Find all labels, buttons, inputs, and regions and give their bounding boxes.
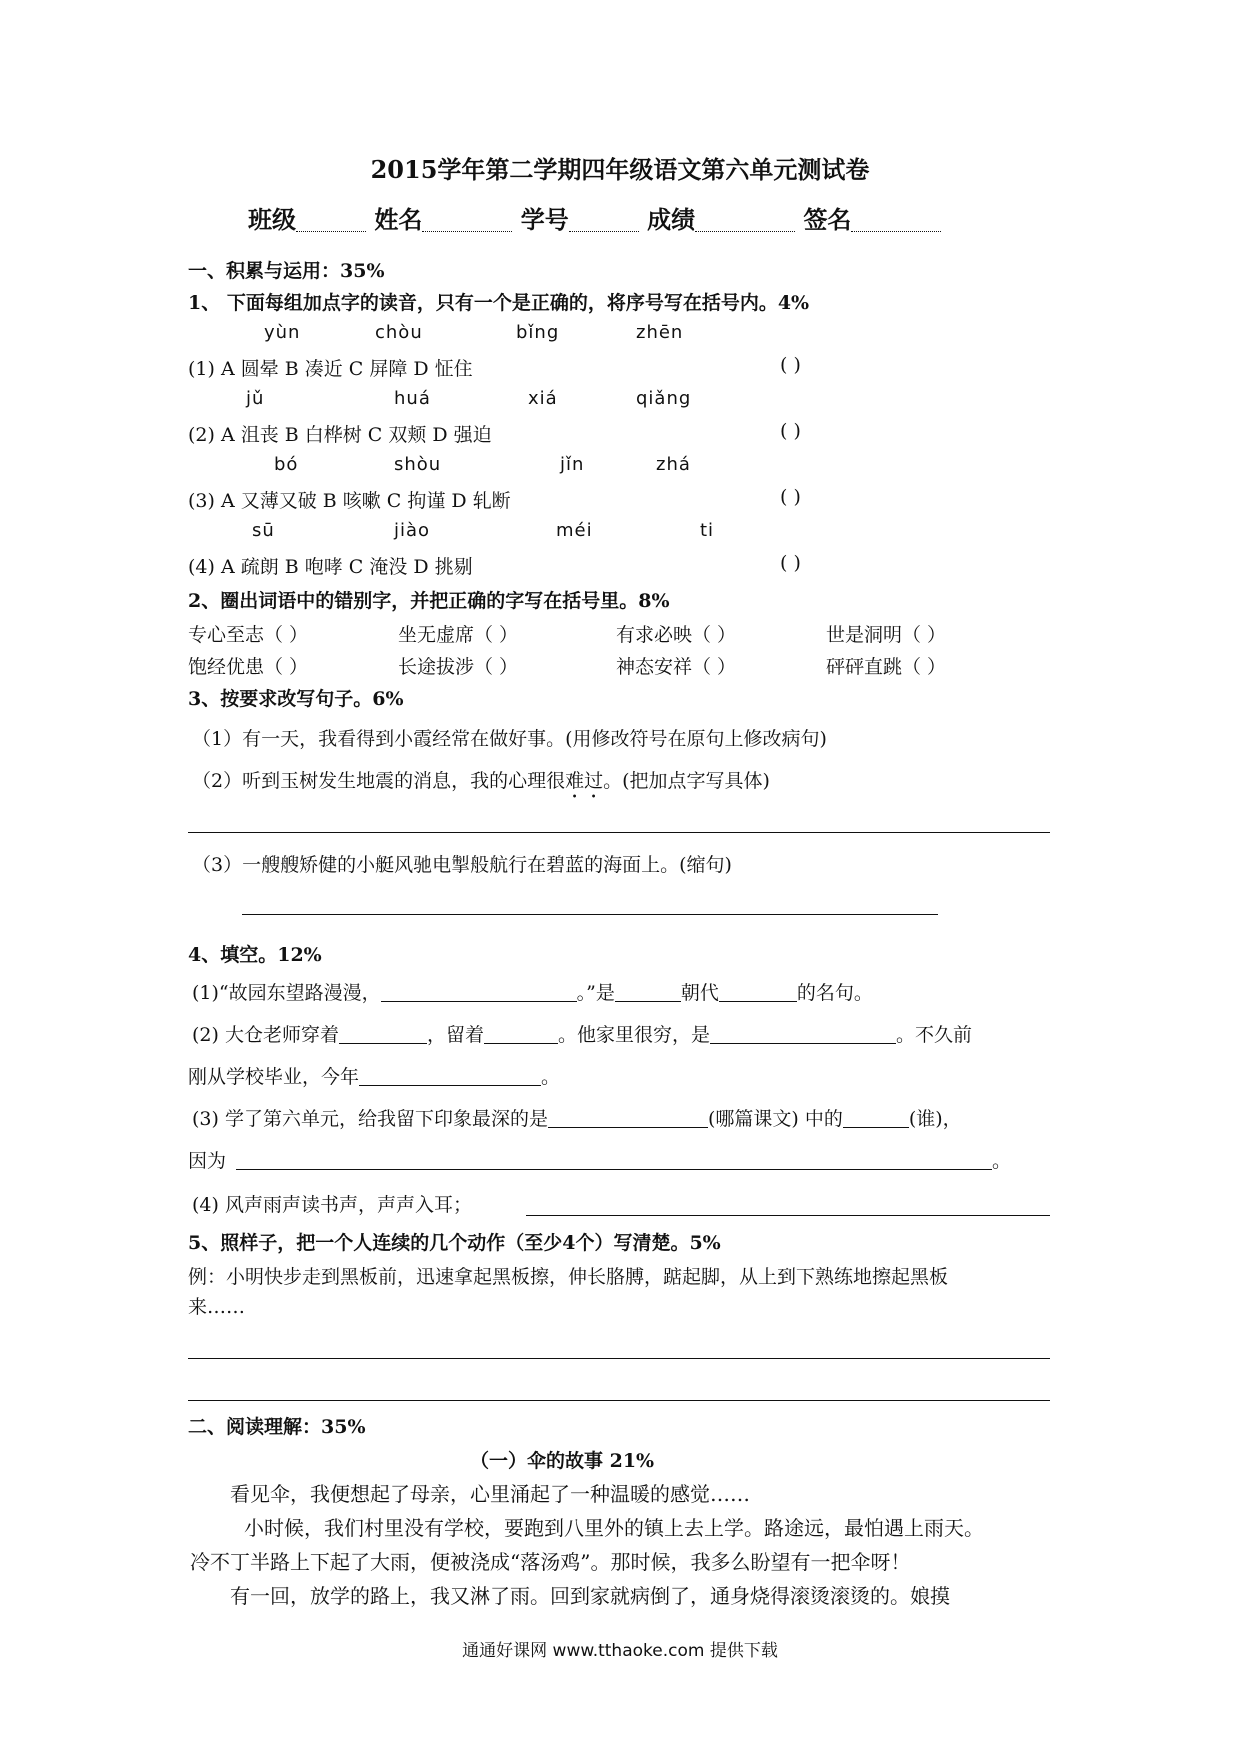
- q4-line-1: [192, 978, 873, 1005]
- class-field[interactable]: [296, 207, 366, 232]
- pinyin: shòu: [394, 454, 442, 475]
- fill-blank[interactable]: [710, 1023, 896, 1044]
- pinyin: zhá: [656, 454, 691, 475]
- section2-heading: 二、阅读理解：35%: [188, 1416, 366, 1438]
- fill-blank[interactable]: [484, 1023, 558, 1044]
- answer-line[interactable]: [242, 914, 938, 915]
- page-footer: 通通好课网 www.tthaoke.com 提供下载: [462, 1641, 778, 1661]
- q1-option-line: (2) A 沮丧 B 白桦树 C 双颊 D 强迫: [188, 424, 492, 446]
- q4-text: (谁)，: [908, 1108, 962, 1130]
- q2-item[interactable]: 神态安祥（ ）: [616, 656, 737, 678]
- fill-blank[interactable]: [719, 981, 797, 1002]
- page-title: 2015学年第二学期四年级语文第六单元测试卷: [370, 155, 870, 184]
- q3-sentence-3: （3）一艘艘矫健的小艇风驰电掣般航行在碧蓝的海面上。(缩句): [192, 854, 732, 876]
- q4-text: (1)“故园东望路漫漫，: [192, 982, 381, 1004]
- q2-item[interactable]: 饱经优患（ ）: [188, 656, 309, 678]
- answer-line[interactable]: [526, 1215, 1050, 1216]
- pinyin: huá: [394, 388, 431, 409]
- passage-paragraph: 看见伞，我便想起了母亲，心里涌起了一种温暖的感觉……: [230, 1482, 750, 1506]
- class-label: 班级: [248, 205, 296, 234]
- q1-option-line: (1) A 圆晕 B 凑近 C 屏障 D 怔住: [188, 358, 473, 380]
- q2-item[interactable]: 坐无虚席（ ）: [398, 624, 519, 646]
- fill-blank[interactable]: [359, 1065, 541, 1086]
- fill-blank[interactable]: [548, 1107, 708, 1128]
- score-field[interactable]: [695, 207, 795, 232]
- pinyin: yùn: [264, 322, 301, 343]
- fill-blank[interactable]: [615, 981, 681, 1002]
- q4-text: (3) 学了第六单元，给我留下印象最深的是: [192, 1108, 548, 1130]
- q2-item[interactable]: 长途拔涉（ ）: [398, 656, 519, 678]
- q4-text: 。不久前: [896, 1024, 973, 1046]
- q4-text: (哪篇课文) 中的: [707, 1108, 843, 1130]
- q4-line-3: [188, 1062, 560, 1089]
- answer-parentheses[interactable]: ( ): [780, 354, 801, 376]
- pinyin: méi: [556, 520, 593, 541]
- q3-sentence-2-text: （2）听到玉树发生地震的消息，我的心理很: [192, 770, 566, 792]
- q4-text: 朝代: [680, 982, 719, 1004]
- number-label: 学号: [520, 205, 569, 234]
- q3-sentence-2-instruction: 。(把加点字写具体): [603, 770, 770, 792]
- passage-paragraph: 有一回，放学的路上，我又淋了雨。回到家就病倒了，通身烧得滚烫滚烫的。娘摸: [230, 1584, 950, 1608]
- passage-title: （一）伞的故事 21%: [470, 1450, 655, 1472]
- q4-line-5: [188, 1146, 1011, 1173]
- pinyin: jiào: [394, 520, 431, 541]
- q3-heading: 3、按要求改写句子。6%: [188, 688, 404, 710]
- q4-text: 刚从学校毕业，今年: [188, 1066, 360, 1088]
- q3-sentence-1: （1）有一天，我看得到小霞经常在做好事。(用修改符号在原句上修改病句): [192, 728, 827, 750]
- q4-text: 的名句。: [796, 982, 873, 1004]
- q4-text: 。: [541, 1066, 561, 1088]
- pinyin: jǔ: [246, 388, 265, 409]
- pinyin: sū: [252, 520, 275, 541]
- pinyin: ti: [700, 520, 715, 541]
- pinyin: zhēn: [636, 322, 684, 343]
- fill-blank[interactable]: [236, 1149, 992, 1170]
- pinyin: chòu: [375, 322, 423, 343]
- pinyin: bǐng: [516, 322, 560, 343]
- answer-line[interactable]: [188, 1400, 1050, 1401]
- number-field[interactable]: [569, 207, 639, 232]
- q4-line-4: [192, 1104, 962, 1131]
- name-label: 姓名: [374, 205, 423, 234]
- q4-text: 。: [992, 1150, 1012, 1172]
- q4-heading: 4、填空。12%: [188, 944, 322, 966]
- q3-sentence-2: [192, 766, 770, 803]
- q5-example-line-1: 例：小明快步走到黑板前，迅速拿起黑板擦，伸长胳膊，踮起脚，从上到下熟练地擦起黑板: [188, 1266, 949, 1288]
- sign-field[interactable]: [851, 207, 941, 232]
- answer-parentheses[interactable]: ( ): [780, 486, 801, 508]
- q2-item[interactable]: 有求必映（ ）: [616, 624, 737, 646]
- answer-parentheses[interactable]: ( ): [780, 420, 801, 442]
- q2-item[interactable]: 世是洞明（ ）: [826, 624, 947, 646]
- passage-paragraph: 小时候，我们村里没有学校，要跑到八里外的镇上去上学。路途远，最怕遇上雨天。: [244, 1516, 984, 1540]
- q2-heading: 2、圈出词语中的错别字，并把正确的字写在括号里。8%: [188, 590, 670, 612]
- answer-line[interactable]: [188, 1358, 1050, 1359]
- score-label: 成绩: [647, 205, 696, 234]
- q2-item[interactable]: 专心至志（ ）: [188, 624, 309, 646]
- fill-blank[interactable]: [339, 1023, 427, 1044]
- pinyin: bó: [274, 454, 299, 475]
- answer-line[interactable]: [188, 832, 1050, 833]
- pinyin: qiǎng: [636, 388, 692, 409]
- dotted-word: 难过: [565, 770, 604, 792]
- fill-blank[interactable]: [381, 981, 577, 1002]
- pinyin: jǐn: [560, 454, 585, 475]
- fill-blank[interactable]: [843, 1107, 909, 1128]
- q4-line-2: [192, 1020, 972, 1047]
- q4-text: 。”是: [576, 982, 615, 1004]
- q4-text: 。他家里很穷，是: [557, 1024, 710, 1046]
- q5-heading: 5、照样子，把一个人连续的几个动作（至少4个）写清楚。5%: [188, 1232, 721, 1254]
- q4-text: ，留着: [426, 1024, 484, 1046]
- answer-parentheses[interactable]: ( ): [780, 552, 801, 574]
- student-info-line: [248, 200, 941, 235]
- passage-paragraph: 冷不丁半路上下起了大雨，便被浇成“落汤鸡”。那时候，我多么盼望有一把伞呀！: [190, 1550, 911, 1574]
- q4-text: (2) 大仓老师穿着: [192, 1024, 339, 1046]
- q4-line-6: (4) 风声雨声读书声，声声入耳；: [192, 1194, 472, 1216]
- q1-option-line: (4) A 疏朗 B 咆哮 C 淹没 D 挑剔: [188, 556, 473, 578]
- section1-heading: 一、积累与运用：35%: [188, 260, 385, 282]
- name-field[interactable]: [422, 207, 512, 232]
- sign-label: 签名: [803, 205, 852, 234]
- q5-example-line-2: 来……: [188, 1296, 246, 1318]
- q1-option-line: (3) A 又薄又破 B 咳嗽 C 拘谨 D 轧断: [188, 490, 511, 512]
- q2-item[interactable]: 砰砰直跳（ ）: [826, 656, 947, 678]
- q4-text: 因为: [188, 1150, 227, 1172]
- pinyin: xiá: [528, 388, 558, 409]
- q1-heading: 1、 下面每组加点字的读音，只有一个是正确的，将序号写在括号内。4%: [188, 292, 810, 314]
